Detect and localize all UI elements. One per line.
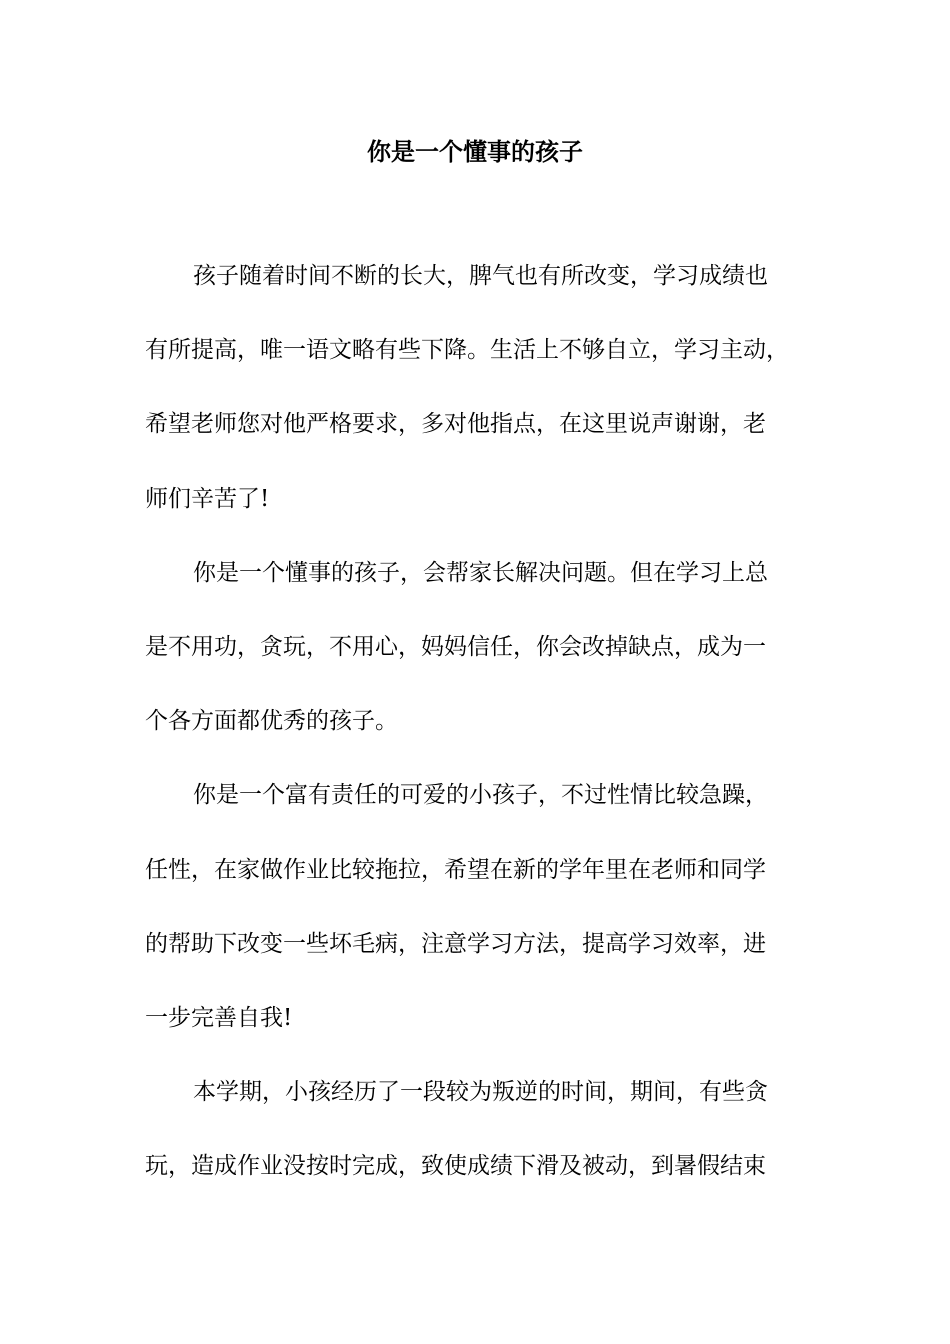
paragraph-1-line-2: 有所提高，唯一语文略有些下降。生活上不够自立，学习主动， [145,337,789,364]
paragraph-1-line-3: 希望老师您对他严格要求，多对他指点，在这里说声谢谢，老 [145,411,766,438]
paragraph-3-line-3: 的帮助下改变一些坏毛病，注意学习方法，提高学习效率，进 [145,930,766,957]
paragraph-2-line-1: 你是一个懂事的孩子，会帮家长解决问题。但在学习上总 [193,559,768,586]
document-body [145,254,835,1218]
paragraph-2-line-2: 是不用功，贪玩，不用心，妈妈信任，你会改掉缺点，成为一 [145,633,766,660]
paragraph-3-line-2: 任性，在家做作业比较拖拉，希望在新的学年里在老师和同学 [145,856,766,883]
paragraph-1-line-1: 孩子随着时间不断的长大，脾气也有所改变，学习成绩也 [193,263,768,289]
paragraph-4-line-1: 本学期，小孩经历了一段较为叛逆的时间，期间，有些贪 [193,1079,768,1106]
paragraph-4-line-2: 玩，造成作业没按时完成，致使成绩下滑及被动，到暑假结束 [145,1153,766,1180]
paragraph-3-line-4: 一步完善自我! [145,1004,293,1031]
paragraph-1-line-4: 师们辛苦了! [145,485,270,512]
document-title: 你是一个懂事的孩子 [367,137,583,166]
paragraph-3-line-1: 你是一个富有责任的可爱的小孩子，不过性情比较急躁， [193,782,768,809]
paragraph-2-line-3: 个各方面都优秀的孩子。 [145,708,398,735]
